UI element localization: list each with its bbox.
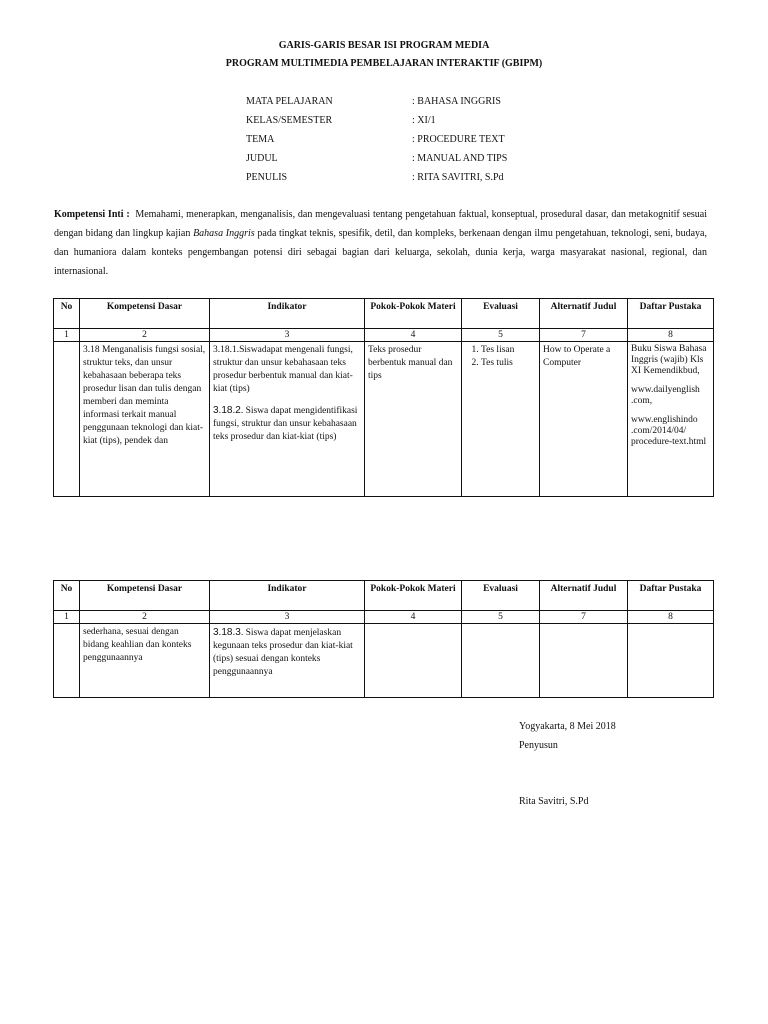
header-pokok-materi: Pokok-Pokok Materi [365,299,462,329]
indikator-cell [210,342,365,497]
number-cell: 3 [210,329,365,342]
kompetensi-dasar-cell: 3.18 Menganalisis fungsi sosial, struktur teks, dan unsur kebahasaan beberapa teks prosedur lisan dan tulis dengan memberi dan meminta informasi terkait manual penggunaan teknologi dan kiat-kiat (tips), pendek dan [80,342,210,497]
pustaka-item: www.dailyenglish .com, [631,385,700,406]
table-number-row [54,329,714,342]
number-cell: 8 [628,611,714,624]
header-daftar-pustaka: Daftar Pustaka [628,299,714,329]
pokok-materi-cell [365,624,462,698]
meta-label: MATA PELAJARAN [246,96,333,107]
number-cell: 1 [54,329,80,342]
indikator-number: 3.18.2 [213,405,241,416]
gbipm-table-1 [53,298,714,497]
alternatif-judul-cell: How to Operate a Computer [540,342,628,497]
number-cell: 4 [365,329,462,342]
pustaka-item: Buku Siswa Bahasa Inggris (wajib) Kls XI Kemendikbud, [631,344,707,376]
signature-role: Penyusun [519,740,558,751]
evaluasi-cell [462,624,540,698]
kompetensi-inti-italic: Bahasa Inggris [193,228,255,239]
header-indikator: Indikator [210,299,365,329]
header-evaluasi: Evaluasi [462,299,540,329]
header-kompetensi-dasar: Kompetensi Dasar [80,581,210,611]
number-cell: 4 [365,611,462,624]
indikator-text: . Siswa dapat menjelaskan kegunaan teks prosedur dan kiat-kiat (tips) sesuai dengan konteks penggunaannya [213,628,353,677]
table-row [54,342,714,497]
list-item: 1. Tes lisan [481,344,536,357]
number-cell: 5 [462,329,540,342]
pustaka-item: www.englishindo .com/2014/04/ procedure-text.html [631,415,707,447]
number-cell: 8 [628,329,714,342]
signature-name: Rita Savitri, S.Pd [519,796,589,807]
document-title: GARIS-GARIS BESAR ISI PROGRAM MEDIA [278,40,490,51]
header-no: No [54,299,80,329]
meta-label: TEMA [246,134,275,145]
table-header-row [54,581,714,611]
meta-value: : MANUAL AND TIPS [412,153,508,164]
list-item: 2. Tes tulis [481,357,536,370]
alternatif-judul-cell [540,624,628,698]
indikator-item [213,404,361,444]
evaluasi-cell [462,342,540,497]
header-alternatif-judul: Alternatif Judul [540,581,628,611]
pokok-materi-cell: Teks prosedur berbentuk manual dan tips [365,342,462,497]
meta-value: : PROCEDURE TEXT [412,134,505,145]
header-no: No [54,581,80,611]
header-daftar-pustaka: Daftar Pustaka [628,581,714,611]
indikator-cell [210,624,365,698]
document-subtitle: PROGRAM MULTIMEDIA PEMBELAJARAN INTERAKTIF (GBIPM) [225,58,543,69]
no-cell [54,342,80,497]
meta-value: : BAHASA INGGRIS [412,96,501,107]
evaluasi-list [465,344,536,370]
number-cell: 1 [54,611,80,624]
meta-label: JUDUL [246,153,278,164]
meta-value: : RITA SAVITRI, S.Pd [412,172,504,183]
header-pokok-materi: Pokok-Pokok Materi [365,581,462,611]
number-cell: 2 [80,329,210,342]
daftar-pustaka-cell [628,624,714,698]
number-cell: 7 [540,611,628,624]
header-evaluasi: Evaluasi [462,581,540,611]
header-kompetensi-dasar: Kompetensi Dasar [80,299,210,329]
header-indikator: Indikator [210,581,365,611]
number-cell: 5 [462,611,540,624]
header-alternatif-judul: Alternatif Judul [540,299,628,329]
number-cell: 3 [210,611,365,624]
meta-value: : XI/1 [412,115,436,126]
table-row [54,624,714,698]
no-cell [54,624,80,698]
meta-label: KELAS/SEMESTER [246,115,333,126]
table-header-row [54,299,714,329]
kompetensi-inti-text-cont: pada tingkat teknis, spesifik, detil, dan kompleks, berkenaan dengan ilmu pengetahuan, teknologi, seni, budaya, dan humaniora dalam konteks pengembangan potensi diri sebagai bagian dari keluarga, sekolah, dunia kerja, warga masyarakat nasional, regional, dan internasional. [54,228,707,277]
kompetensi-inti-text: Memahami, menerapkan, menganalisis, dan mengevaluasi tentang pengetahuan faktual, konseptual, prosedural dasar, dan metakognitif sesuai dengan bidang dan lingkup kajian [54,209,708,239]
signature-place-date: Yogyakarta, 8 Mei 2018 [519,721,616,732]
indikator-number: 3.18.3 [213,627,241,638]
indikator-text: . Siswa dapat mengidentifikasi fungsi, struktur dan unsur kebahasaan teks prosedur dan kiat-kiat (tips) [213,406,358,442]
daftar-pustaka-cell [628,342,714,497]
number-cell: 2 [80,611,210,624]
kompetensi-inti-label: Kompetensi Inti : [54,209,130,220]
number-cell: 7 [540,329,628,342]
gbipm-table-2 [53,580,714,698]
kompetensi-dasar-cell: sederhana, sesuai dengan bidang keahlian dan konteks penggunaannya [80,624,210,698]
kompetensi-inti [54,205,707,281]
table-number-row [54,611,714,624]
meta-label: PENULIS [246,172,288,183]
indikator-item: 3.18.1.Siswadapat mengenali fungsi, struktur dan unsur kebahasaan teks prosedur berbentuk manual dan kiat-kiat (tips) [213,345,353,394]
